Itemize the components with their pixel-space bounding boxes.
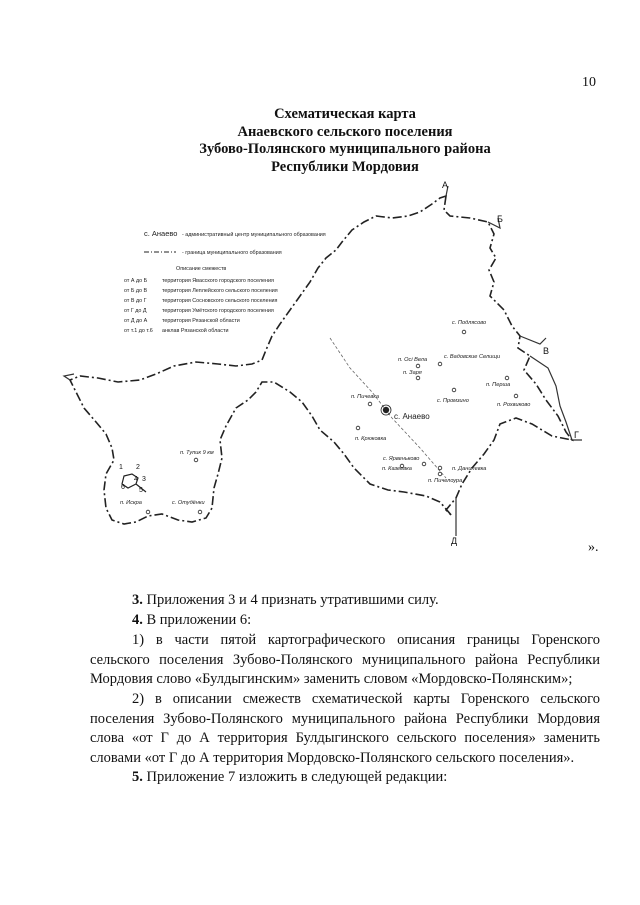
- schematic-map: [0, 178, 640, 553]
- settlement-label-persha: п. Перша: [486, 382, 511, 388]
- settlement-marker-rokhvikovo: [514, 394, 518, 398]
- settlement-label-zarya: п. Заря: [403, 370, 422, 376]
- settlement-label-danilevka: п. Данилевка: [452, 466, 487, 472]
- title-line-1: Схематическая карта: [274, 106, 416, 122]
- paragraph-4-2: [90, 690, 600, 768]
- adjacency-from-to-3: от В до Г: [124, 298, 147, 304]
- enclave-point-3: 3: [142, 476, 146, 483]
- settlement-marker-promzino: [452, 388, 456, 392]
- enclave-point-2: 2: [136, 464, 140, 471]
- adjacency-desc-2: территория Леплейского сельского поселения: [162, 288, 278, 294]
- settlement-marker-persha: [505, 376, 509, 380]
- adjacency-desc-1: территория Явасского городского поселения: [162, 278, 274, 284]
- settlement-marker-pichevka: [368, 402, 372, 406]
- adjacency-desc-6: анклав Рязанской области: [162, 328, 229, 334]
- settlement-label-pichelo: п. Пичелоура: [428, 478, 463, 484]
- settlement-marker-osi-vela: [416, 364, 420, 368]
- settlement-marker-zarya: [416, 376, 420, 380]
- settlement-label-otudyonki: с. Отудёнки: [172, 500, 205, 506]
- legend-adjacency-title: Описание смежеств: [176, 266, 227, 272]
- settlement-label-osi-vela: п. Осі Вела: [398, 357, 428, 363]
- enclave-point-4: 4: [134, 476, 138, 483]
- point-d: Д: [451, 536, 458, 546]
- adjacency-from-to-4: от Г до Д: [124, 308, 147, 314]
- settlement-marker-otudyonki: [198, 510, 202, 514]
- enclave-point-5: 5: [139, 487, 143, 494]
- settlement-boundary: [70, 196, 572, 524]
- settlement-marker-danilevka: [438, 466, 442, 470]
- adjacency-from-to-5: от Д до А: [124, 318, 148, 324]
- paragraph-4-number: 4.: [132, 612, 143, 628]
- neighbour-boundary-a: [446, 186, 500, 228]
- enclave-point-6: 6: [121, 484, 125, 491]
- point-a: А: [442, 180, 449, 190]
- settlement-marker-tupik: [194, 458, 198, 462]
- adjacency-from-to-6: от т.1 до т.6: [124, 328, 153, 334]
- paragraph-4-1-line-2: сельского поселения Зубово-Полянского муниципального района Республики: [90, 651, 600, 668]
- adjacency-desc-5: территория Рязанской области: [162, 318, 240, 324]
- settlement-label-rokhvikovo: п. Рохвиково: [497, 402, 531, 408]
- adjacency-from-to-1: от А до Б: [124, 278, 148, 284]
- paragraph-4-1-line-1: 1) в части пятой картографического описания границы Горенского: [132, 632, 600, 648]
- paragraph-4-1-line-3: Мордовия слово «Булдыгинским» заменить словом «Мордовско-Полянским»;: [90, 671, 573, 687]
- settlement-marker-vadovskie: [438, 362, 442, 366]
- settlements: [120, 320, 530, 514]
- settlement-marker-anaevo: [383, 407, 389, 413]
- page-number: 10: [582, 75, 596, 90]
- settlement-label-promzino: с. Промзино: [437, 398, 469, 404]
- enclave-points: [119, 464, 146, 494]
- point-v: В: [543, 346, 550, 356]
- point-g: Г: [574, 430, 579, 440]
- settlement-marker-pichelo: [438, 472, 442, 476]
- paragraph-4: [132, 611, 640, 631]
- paragraph-4-text: В приложении 6:: [142, 612, 252, 628]
- settlement-label-kazeevka: п. Казеевка: [382, 466, 412, 472]
- settlement-label-pichevka: п. Пичевка: [351, 394, 380, 400]
- closing-quote: ».: [588, 540, 599, 555]
- settlement-label-vadovskie: с. Вадовские Селищи: [444, 354, 501, 360]
- neighbour-boundary-v: [520, 336, 582, 440]
- paragraph-4-2-line-3: слова «от Г до А территория Булдыгинского сельского поселения» заменить: [90, 730, 600, 746]
- paragraph-3-text: Приложения 3 и 4 признать утратившими силу.: [142, 592, 439, 608]
- settlement-marker-kryukovka: [356, 426, 360, 430]
- settlement-marker-kazeevka: [422, 462, 426, 466]
- settlement-label-anaevo: с. Анаево: [394, 412, 430, 421]
- settlement-label-iskra: п. Искра: [120, 500, 142, 506]
- title-line-3: Зубово-Полянского муниципального района: [199, 141, 491, 157]
- paragraph-4-2-line-1: 2) в описании смежеств схематической карты Горенского сельского: [132, 691, 600, 707]
- settlement-marker-iskra: [146, 510, 150, 514]
- legend-center-desc: - административный центр муниципального образования: [182, 232, 326, 238]
- point-b: Б: [497, 214, 503, 224]
- legend-center-label: с. Анаево: [144, 229, 178, 238]
- map-title: [140, 106, 550, 176]
- settlement-label-podlyasovo: с. Подлясово: [452, 320, 487, 326]
- paragraph-5: [132, 768, 640, 788]
- paragraph-3: [132, 591, 640, 611]
- paragraph-4-2-line-4: словами «от Г до А территория Мордовско-Полянского сельского поселения».: [90, 749, 575, 766]
- settlement-label-tupik: п. Тупик 9 км: [180, 450, 214, 456]
- legend-boundary-desc: - граница муниципального образования: [182, 250, 282, 256]
- settlement-label-yarvenkovo: с. Ярвеньково: [383, 456, 420, 462]
- title-line-2: Анаевского сельского поселения: [237, 123, 453, 140]
- boundary-points: [442, 180, 579, 546]
- enclave-point-1: 1: [119, 464, 123, 471]
- title-line-4: Республики Мордовия: [271, 158, 419, 175]
- adjacency-desc-4: территория Умётского городского поселения: [162, 308, 274, 314]
- settlement-marker-podlyasovo: [462, 330, 466, 334]
- map-legend: [124, 229, 326, 334]
- paragraph-3-number: 3.: [132, 592, 143, 608]
- adjacency-desc-3: территория Сосновского сельского поселения: [162, 298, 278, 304]
- paragraph-4-1: [90, 631, 600, 690]
- paragraph-5-text: Приложение 7 изложить в следующей редакции:: [142, 769, 448, 785]
- adjacency-from-to-2: от Б до В: [124, 288, 148, 294]
- settlement-label-kryukovka: п. Крюковка: [355, 436, 387, 442]
- paragraph-4-2-line-2: поселения Зубово-Полянского муниципального района Республики Мордовия: [90, 710, 600, 727]
- paragraph-5-number: 5.: [132, 769, 143, 785]
